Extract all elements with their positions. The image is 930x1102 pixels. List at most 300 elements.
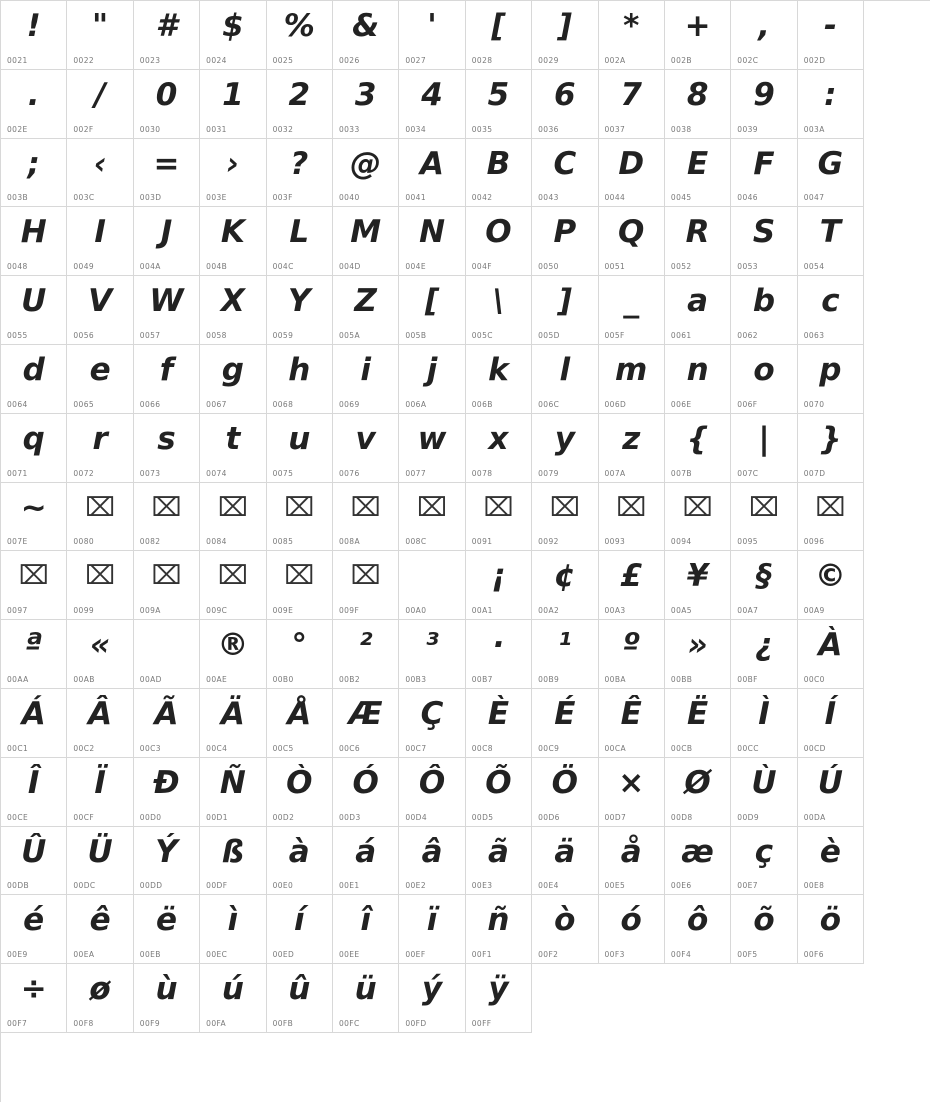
glyph-cell[interactable] (1, 207, 67, 276)
glyph-cell[interactable] (532, 758, 598, 827)
glyph-cell[interactable] (200, 139, 266, 208)
glyph-cell[interactable] (731, 414, 797, 483)
glyph-cell[interactable] (200, 689, 266, 758)
glyph-character: ⌧ (85, 561, 116, 592)
glyph-cell[interactable] (599, 70, 665, 139)
glyph-cell[interactable] (665, 70, 731, 139)
glyph-cell[interactable] (67, 827, 133, 896)
glyph-cell[interactable] (665, 827, 731, 896)
glyph-character: O (485, 214, 512, 251)
glyph-character: Á (21, 695, 46, 732)
glyph-cell[interactable] (798, 689, 864, 758)
glyph-cell[interactable] (798, 1, 864, 70)
glyph-cell[interactable] (532, 1, 598, 70)
glyph-cell[interactable] (599, 827, 665, 896)
glyph-cell[interactable] (1, 1, 67, 70)
glyph-character: 1 (222, 76, 244, 113)
glyph-cell[interactable] (1, 964, 67, 1033)
glyph-unicode-label: 00CC (737, 743, 759, 753)
glyph-unicode-label: 0036 (538, 124, 559, 134)
glyph-character: Û (21, 833, 47, 870)
glyph-unicode-label: 0069 (338, 399, 360, 409)
glyph-cell[interactable] (67, 758, 133, 827)
glyph-character (134, 623, 199, 667)
glyph-cell[interactable] (1, 345, 67, 414)
glyph-character: m (615, 351, 648, 388)
glyph-character: ⌧ (18, 561, 49, 592)
glyph-cell[interactable] (134, 827, 200, 896)
glyph-cell[interactable] (532, 620, 598, 689)
glyph-unicode-label: 00C9 (538, 743, 560, 753)
glyph-unicode-label: 0053 (737, 262, 758, 272)
glyph-unicode-label: 0094 (670, 537, 692, 547)
glyph-character: v (355, 420, 376, 457)
glyph-cell[interactable] (200, 620, 266, 689)
glyph-cell[interactable] (665, 758, 731, 827)
glyph-cell[interactable] (798, 70, 864, 139)
glyph-unicode-label: 003C (73, 193, 95, 203)
glyph-cell[interactable] (67, 964, 133, 1033)
glyph-cell[interactable] (200, 414, 266, 483)
glyph-cell[interactable] (665, 414, 731, 483)
glyph-unicode-label: 0077 (405, 468, 427, 478)
glyph-cell[interactable] (798, 827, 864, 896)
glyph-cell[interactable] (532, 483, 598, 552)
glyph-character: è (819, 833, 841, 870)
glyph-character: S (752, 214, 776, 251)
glyph-cell[interactable] (67, 551, 133, 620)
glyph-cell[interactable] (399, 964, 465, 1033)
glyph-cell[interactable] (1, 758, 67, 827)
glyph-cell[interactable] (134, 207, 200, 276)
glyph-cell[interactable] (399, 620, 465, 689)
glyph-cell[interactable] (665, 207, 731, 276)
glyph-unicode-label: 0095 (737, 537, 758, 547)
glyph-cell[interactable] (731, 207, 797, 276)
glyph-cell[interactable] (200, 1, 266, 70)
glyph-character: ¹ (558, 627, 572, 664)
glyph-unicode-label: 00C3 (139, 743, 161, 753)
glyph-character: ù (155, 971, 178, 1008)
glyph-unicode-label: 00D1 (206, 812, 228, 822)
glyph-cell[interactable] (466, 827, 532, 896)
glyph-unicode-label: 0091 (471, 537, 493, 547)
glyph-cell[interactable] (267, 276, 333, 345)
glyph-cell[interactable] (532, 689, 598, 758)
glyph-unicode-label: 00DB (7, 881, 30, 891)
glyph-character: Ô (418, 764, 446, 801)
glyph-unicode-label: 0066 (139, 399, 161, 409)
glyph-cell[interactable] (599, 689, 665, 758)
glyph-character: ⌧ (682, 492, 713, 523)
glyph-cell[interactable] (665, 1, 731, 70)
glyph-character: * (623, 8, 640, 44)
glyph-cell[interactable] (1, 70, 67, 139)
glyph-cell[interactable] (267, 551, 333, 620)
glyph-unicode-label: 00C1 (7, 743, 29, 753)
glyph-cell[interactable] (399, 139, 465, 208)
glyph-character: ò (554, 902, 576, 939)
glyph-cell[interactable] (67, 620, 133, 689)
glyph-character: Ð (153, 764, 180, 801)
glyph-unicode-label: 00EE (338, 950, 360, 960)
glyph-cell[interactable] (200, 70, 266, 139)
glyph-unicode-label: 0062 (737, 330, 758, 340)
glyph-cell[interactable] (466, 689, 532, 758)
glyph-cell[interactable] (466, 276, 532, 345)
glyph-cell[interactable] (333, 551, 399, 620)
glyph-cell[interactable] (134, 139, 200, 208)
glyph-cell[interactable] (599, 139, 665, 208)
glyph-unicode-label: 004F (471, 262, 492, 272)
glyph-cell[interactable] (599, 551, 665, 620)
glyph-cell[interactable] (134, 414, 200, 483)
glyph-cell[interactable] (1, 689, 67, 758)
glyph-cell[interactable] (200, 345, 266, 414)
glyph-character: 6 (554, 76, 576, 113)
glyph-cell[interactable] (466, 70, 532, 139)
glyph-unicode-label: 00F9 (139, 1018, 161, 1028)
glyph-cell[interactable] (267, 620, 333, 689)
glyph-cell[interactable] (333, 345, 399, 414)
glyph-character: G (817, 145, 844, 182)
glyph-unicode-label: 0029 (538, 55, 559, 65)
glyph-cell[interactable] (333, 620, 399, 689)
glyph-unicode-label: 0059 (272, 330, 294, 340)
glyph-cell[interactable] (134, 758, 200, 827)
glyph-character: î (360, 902, 371, 939)
glyph-unicode-label: 00BA (604, 674, 626, 684)
glyph-cell[interactable] (267, 139, 333, 208)
glyph-cell[interactable] (466, 414, 532, 483)
glyph-cell[interactable] (599, 345, 665, 414)
glyph-unicode-label: 006F (737, 399, 758, 409)
glyph-unicode-label: 00C2 (73, 743, 95, 753)
glyph-cell[interactable] (134, 70, 200, 139)
glyph-cell[interactable] (599, 1, 665, 70)
glyph-cell[interactable] (267, 207, 333, 276)
glyph-character (399, 554, 464, 598)
glyph-cell[interactable] (267, 758, 333, 827)
glyph-character: + (684, 8, 711, 44)
glyph-unicode-label: 0048 (7, 262, 28, 272)
glyph-cell[interactable] (67, 139, 133, 208)
glyph-cell[interactable] (399, 70, 465, 139)
glyph-character: Ã (154, 695, 179, 732)
glyph-character: $ (222, 8, 244, 44)
glyph-unicode-label: 002E (7, 124, 28, 134)
glyph-cell[interactable] (67, 207, 133, 276)
glyph-unicode-label: 0082 (139, 537, 161, 547)
glyph-cell[interactable] (665, 620, 731, 689)
glyph-unicode-label: 0085 (272, 537, 294, 547)
glyph-cell[interactable] (599, 207, 665, 276)
glyph-character: d (22, 351, 45, 388)
glyph-cell[interactable] (333, 758, 399, 827)
glyph-cell[interactable] (200, 483, 266, 552)
glyph-character: ² (358, 627, 373, 664)
glyph-character: Ñ (219, 764, 246, 801)
glyph-cell[interactable] (399, 483, 465, 552)
glyph-unicode-label: 0050 (538, 262, 559, 272)
glyph-cell[interactable] (333, 276, 399, 345)
glyph-cell[interactable] (67, 70, 133, 139)
glyph-unicode-label: 00B3 (405, 674, 427, 684)
glyph-cell[interactable] (200, 758, 266, 827)
glyph-unicode-label: 006E (670, 399, 692, 409)
glyph-cell-empty (599, 964, 665, 1033)
glyph-cell[interactable] (665, 483, 731, 552)
glyph-unicode-label: 00EB (139, 950, 161, 960)
glyph-character: Ç (420, 695, 444, 732)
glyph-cell[interactable] (67, 1, 133, 70)
glyph-cell[interactable] (333, 414, 399, 483)
glyph-cell[interactable] (200, 551, 266, 620)
glyph-cell[interactable] (67, 276, 133, 345)
glyph-cell[interactable] (67, 689, 133, 758)
glyph-cell[interactable] (731, 551, 797, 620)
glyph-cell[interactable] (134, 1, 200, 70)
glyph-cell[interactable] (1, 483, 67, 552)
glyph-cell[interactable] (1, 414, 67, 483)
glyph-cell[interactable] (599, 620, 665, 689)
glyph-cell[interactable] (1, 827, 67, 896)
glyph-cell[interactable] (532, 827, 598, 896)
glyph-unicode-label: 00E2 (405, 881, 426, 891)
glyph-cell[interactable] (532, 70, 598, 139)
glyph-cell[interactable] (731, 483, 797, 552)
glyph-unicode-label: 005A (338, 330, 360, 340)
glyph-cell[interactable] (731, 1, 797, 70)
glyph-cell[interactable] (134, 483, 200, 552)
glyph-unicode-label: 0093 (604, 537, 626, 547)
glyph-cell[interactable] (665, 345, 731, 414)
glyph-character: ¢ (554, 558, 576, 595)
glyph-unicode-label: 0076 (338, 468, 360, 478)
glyph-cell[interactable] (267, 345, 333, 414)
glyph-character: ü (354, 971, 377, 1008)
glyph-unicode-label: 00A1 (471, 606, 493, 616)
glyph-cell[interactable] (466, 964, 532, 1033)
glyph-cell[interactable] (798, 620, 864, 689)
glyph-cell[interactable] (1, 139, 67, 208)
glyph-cell[interactable] (200, 276, 266, 345)
glyph-unicode-label: 009E (272, 606, 294, 616)
glyph-cell[interactable] (333, 70, 399, 139)
glyph-unicode-label: 006B (471, 399, 493, 409)
glyph-cell[interactable] (599, 276, 665, 345)
glyph-cell[interactable] (267, 827, 333, 896)
glyph-cell[interactable] (798, 483, 864, 552)
glyph-cell[interactable] (665, 276, 731, 345)
glyph-unicode-label: 00AE (206, 674, 228, 684)
glyph-character: : (824, 76, 837, 113)
glyph-cell[interactable] (333, 483, 399, 552)
glyph-cell[interactable] (466, 483, 532, 552)
glyph-cell[interactable] (599, 483, 665, 552)
glyph-character: ⌧ (151, 492, 182, 523)
glyph-cell[interactable] (399, 689, 465, 758)
glyph-cell[interactable] (665, 689, 731, 758)
glyph-unicode-label: 0052 (670, 262, 692, 272)
glyph-cell[interactable] (333, 964, 399, 1033)
glyph-cell[interactable] (399, 1, 465, 70)
glyph-unicode-label: 00AD (139, 674, 162, 684)
glyph-cell[interactable] (798, 207, 864, 276)
glyph-character: I (94, 214, 106, 251)
glyph-unicode-label: 005D (538, 330, 560, 340)
glyph-cell[interactable] (731, 139, 797, 208)
glyph-cell[interactable] (399, 345, 465, 414)
glyph-cell[interactable] (731, 758, 797, 827)
glyph-cell[interactable] (466, 1, 532, 70)
glyph-unicode-label: 008A (338, 537, 360, 547)
glyph-character: f (159, 351, 174, 388)
glyph-cell[interactable] (267, 689, 333, 758)
glyph-cell[interactable] (798, 276, 864, 345)
glyph-unicode-label: 00A5 (670, 606, 692, 616)
glyph-cell[interactable] (798, 551, 864, 620)
glyph-cell[interactable] (399, 207, 465, 276)
glyph-character: 9 (753, 76, 775, 113)
glyph-cell[interactable] (731, 345, 797, 414)
glyph-cell[interactable] (267, 70, 333, 139)
glyph-cell[interactable] (399, 758, 465, 827)
glyph-character: } (819, 420, 842, 457)
glyph-cell[interactable] (134, 964, 200, 1033)
glyph-character: Ï (94, 764, 106, 801)
glyph-cell[interactable] (466, 139, 532, 208)
glyph-cell[interactable] (532, 207, 598, 276)
glyph-cell[interactable] (466, 758, 532, 827)
glyph-cell[interactable] (731, 70, 797, 139)
glyph-cell[interactable] (333, 207, 399, 276)
glyph-cell[interactable] (665, 139, 731, 208)
glyph-cell[interactable] (1, 620, 67, 689)
glyph-cell[interactable] (134, 620, 200, 689)
glyph-cell[interactable] (532, 345, 598, 414)
glyph-unicode-label: 0092 (538, 537, 559, 547)
glyph-character: È (487, 695, 510, 732)
glyph-cell[interactable] (532, 276, 598, 345)
glyph-unicode-label: 0026 (338, 55, 360, 65)
glyph-unicode-label: 00FB (272, 1018, 294, 1028)
glyph-unicode-label: 003F (272, 193, 293, 203)
glyph-cell[interactable] (134, 345, 200, 414)
glyph-cell[interactable] (466, 620, 532, 689)
glyph-character: ê (89, 902, 111, 939)
glyph-cell[interactable] (399, 276, 465, 345)
glyph-unicode-label: 00E5 (604, 881, 626, 891)
glyph-unicode-label: 0054 (803, 262, 825, 272)
glyph-unicode-label: 00A7 (737, 606, 759, 616)
glyph-cell[interactable] (399, 827, 465, 896)
glyph-cell[interactable] (399, 414, 465, 483)
glyph-cell[interactable] (134, 551, 200, 620)
glyph-cell[interactable] (200, 827, 266, 896)
glyph-cell[interactable] (798, 139, 864, 208)
glyph-unicode-label: 00A3 (604, 606, 626, 616)
glyph-cell[interactable] (134, 689, 200, 758)
glyph-cell[interactable] (333, 1, 399, 70)
glyph-unicode-label: 009A (139, 606, 161, 616)
glyph-unicode-label: 0044 (604, 193, 626, 203)
glyph-unicode-label: 0041 (405, 193, 427, 203)
glyph-cell[interactable] (333, 689, 399, 758)
glyph-character: ô (686, 902, 709, 939)
glyph-cell[interactable] (1, 551, 67, 620)
glyph-cell[interactable] (333, 827, 399, 896)
glyph-cell[interactable] (466, 551, 532, 620)
glyph-character: L (289, 214, 310, 251)
glyph-cell[interactable] (399, 551, 465, 620)
glyph-cell[interactable] (731, 827, 797, 896)
glyph-character: À (818, 627, 843, 664)
glyph-cell[interactable] (466, 207, 532, 276)
glyph-cell[interactable] (200, 207, 266, 276)
glyph-character: n (686, 351, 709, 388)
glyph-cell[interactable] (67, 345, 133, 414)
glyph-cell[interactable] (599, 758, 665, 827)
glyph-cell[interactable] (267, 964, 333, 1033)
glyph-unicode-label: 00B9 (538, 674, 560, 684)
glyph-character: ý (421, 971, 443, 1008)
glyph-character: Ì (758, 695, 770, 732)
glyph-character: é (23, 902, 45, 939)
glyph-unicode-label: 004A (139, 262, 161, 272)
glyph-unicode-label: 0070 (803, 399, 825, 409)
glyph-cell[interactable] (731, 689, 797, 758)
glyph-unicode-label: 0046 (737, 193, 758, 203)
glyph-cell[interactable] (333, 139, 399, 208)
glyph-character: b (752, 283, 776, 320)
glyph-character: Ë (687, 695, 709, 732)
glyph-unicode-label: 004E (405, 262, 426, 272)
glyph-cell[interactable] (67, 414, 133, 483)
glyph-cell[interactable] (200, 964, 266, 1033)
glyph-unicode-label: 00AB (73, 674, 95, 684)
glyph-cell[interactable] (731, 620, 797, 689)
glyph-cell[interactable] (134, 276, 200, 345)
glyph-unicode-label: 0030 (139, 124, 161, 134)
glyph-cell[interactable] (67, 483, 133, 552)
glyph-cell[interactable] (731, 276, 797, 345)
glyph-unicode-label: 0057 (139, 330, 161, 340)
glyph-cell[interactable] (532, 414, 598, 483)
glyph-character: q (22, 420, 45, 457)
glyph-unicode-label: 00CD (803, 743, 826, 753)
glyph-character: · (492, 627, 505, 664)
glyph-cell[interactable] (267, 1, 333, 70)
glyph-cell[interactable] (798, 414, 864, 483)
glyph-cell[interactable] (798, 345, 864, 414)
glyph-unicode-label: 00EC (206, 950, 228, 960)
glyph-cell[interactable] (1, 276, 67, 345)
glyph-character: § (756, 558, 772, 595)
glyph-unicode-label: 0058 (206, 330, 227, 340)
glyph-cell[interactable] (466, 345, 532, 414)
glyph-cell[interactable] (267, 483, 333, 552)
glyph-unicode-label: 00F5 (737, 950, 758, 960)
glyph-unicode-label: 00E7 (737, 881, 758, 891)
glyph-cell[interactable] (267, 414, 333, 483)
glyph-cell[interactable] (532, 139, 598, 208)
glyph-cell[interactable] (665, 551, 731, 620)
glyph-cell[interactable] (798, 758, 864, 827)
glyph-cell[interactable] (532, 551, 598, 620)
glyph-cell[interactable] (599, 414, 665, 483)
glyph-character: ö (819, 902, 842, 939)
